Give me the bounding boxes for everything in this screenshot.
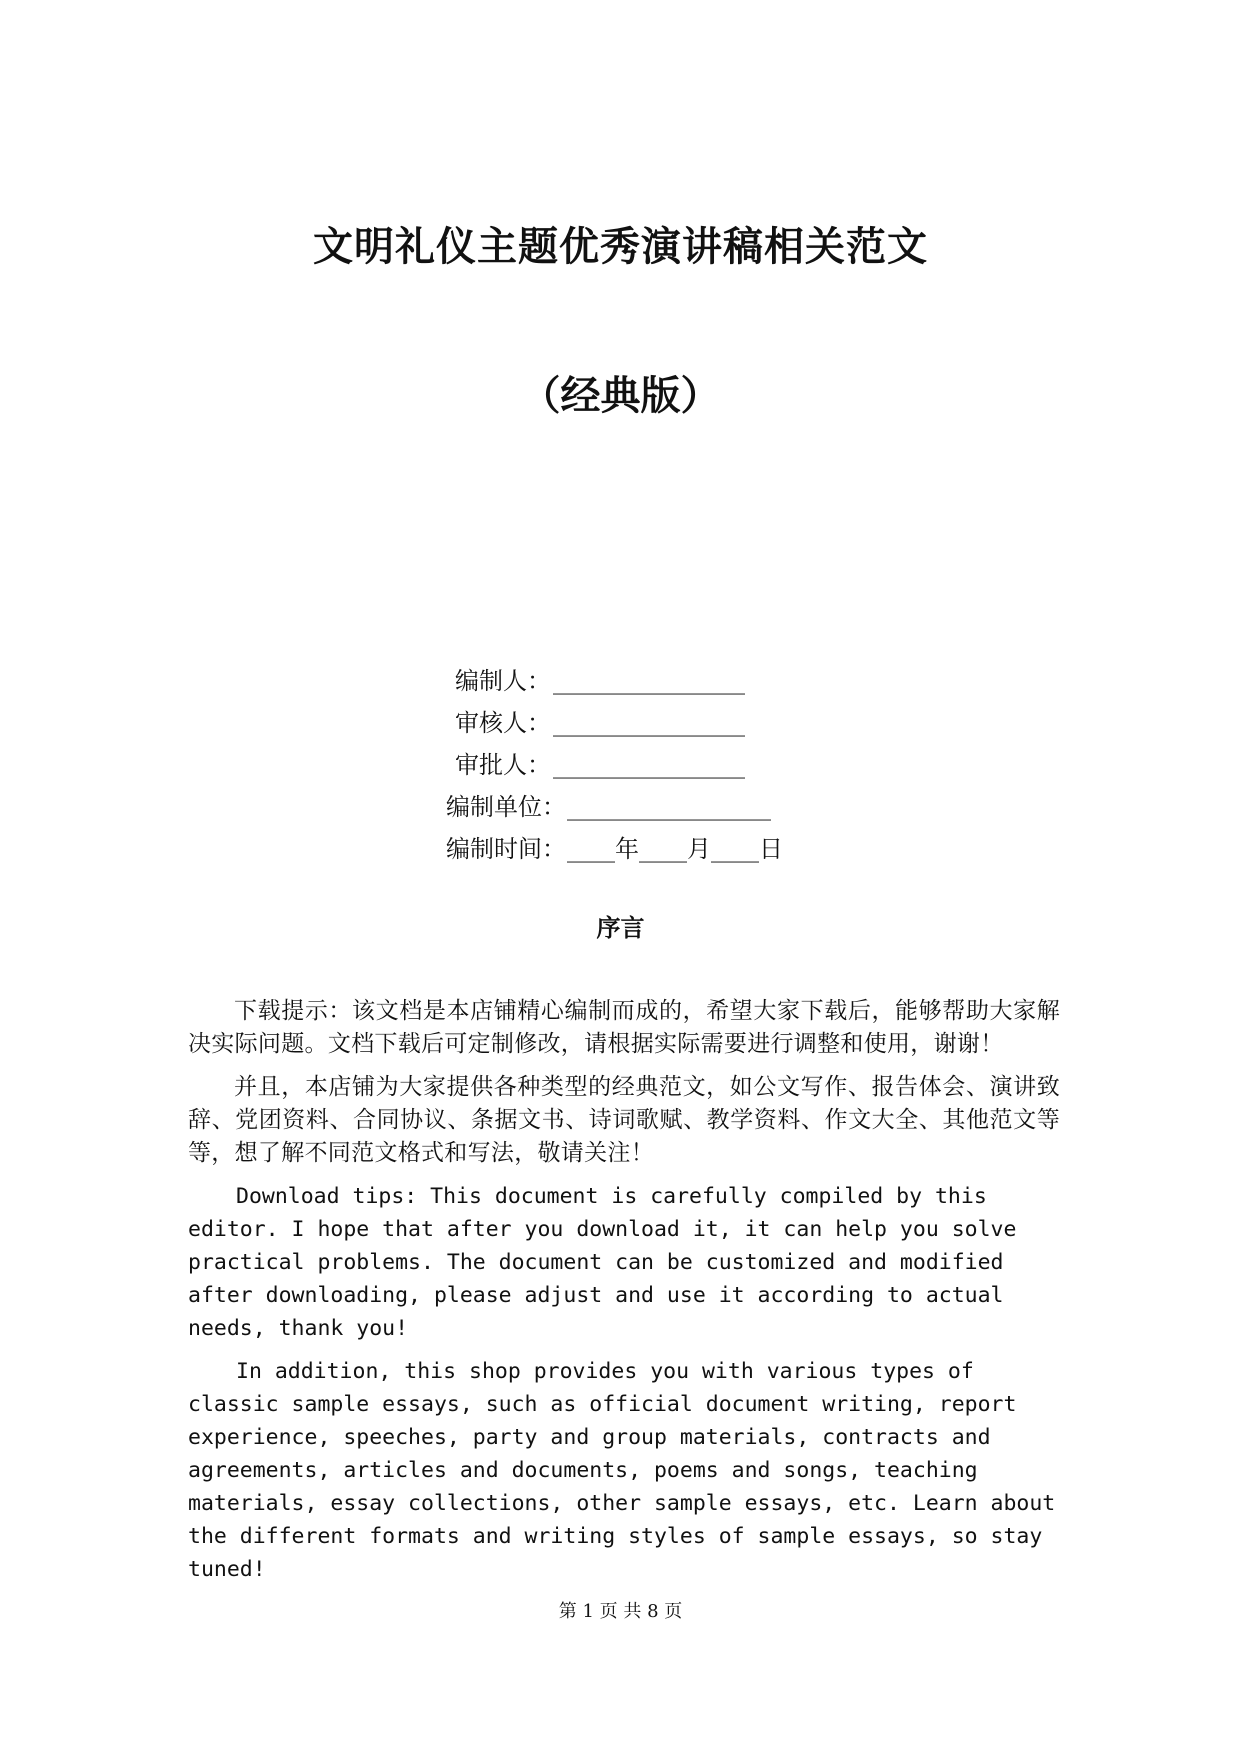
document-title: 文明礼仪主题优秀演讲稿相关范文 (313, 223, 928, 270)
document-subtitle: （经典版） (520, 372, 721, 419)
unit-value: _________________ (567, 793, 771, 821)
approver-label: 审批人： (455, 751, 551, 779)
date-label: 编制时间： (446, 835, 566, 863)
meta-row-unit (0, 786, 1241, 828)
compiler-label: 编制人： (455, 667, 551, 695)
preface-paragraph-en-2: In addition, this shop provides you with various types of classic sample essays, such as official document writing, report experience, speeches, party and group materials, contracts and agreements, articles and documents, poems and songs, teaching materials, essay collections, other sample essays, etc. Learn about the different formats and writing styles of sample essays, so stay tuned! (188, 1359, 1056, 1582)
approver-value: ________________ (553, 751, 745, 779)
preface-heading: 序言 (596, 914, 645, 942)
preface-body (188, 995, 1060, 1596)
meta-row-reviewer (0, 702, 1241, 744)
preface-paragraph-cn-2: 并且，本店铺为大家提供各种类型的经典范文，如公文写作、报告体会、演讲致辞、党团资料、合同协议、条据文书、诗词歌赋、教学资料、作文大全、其他范文等等，想了解不同范文格式和写法，敬请关注！ (188, 1074, 1060, 1166)
meta-row-compiler (0, 660, 1241, 702)
unit-label: 编制单位： (446, 793, 566, 821)
reviewer-label: 审核人： (455, 709, 551, 737)
reviewer-value: ________________ (553, 709, 745, 737)
page-footer: 第 1 页 共 8 页 (558, 1601, 683, 1622)
preface-paragraph-en-1: Download tips: This document is carefully compiled by this editor. I hope that after you download it, it can help you solve practical problems. The document can be customized and modified after downloading, please adjust and use it according to actual needs, thank you! (188, 1184, 1017, 1341)
meta-row-date (0, 828, 1241, 870)
compiler-value: ________________ (553, 667, 745, 695)
meta-row-approver (0, 744, 1241, 786)
preface-paragraph-cn-1: 下载提示：该文档是本店铺精心编制而成的，希望大家下载后，能够帮助大家解决实际问题。文档下载后可定制修改，请根据实际需要进行调整和使用，谢谢！ (188, 998, 1060, 1057)
document-meta-block (0, 660, 1241, 870)
date-value: ____年____月____日 (567, 835, 783, 863)
